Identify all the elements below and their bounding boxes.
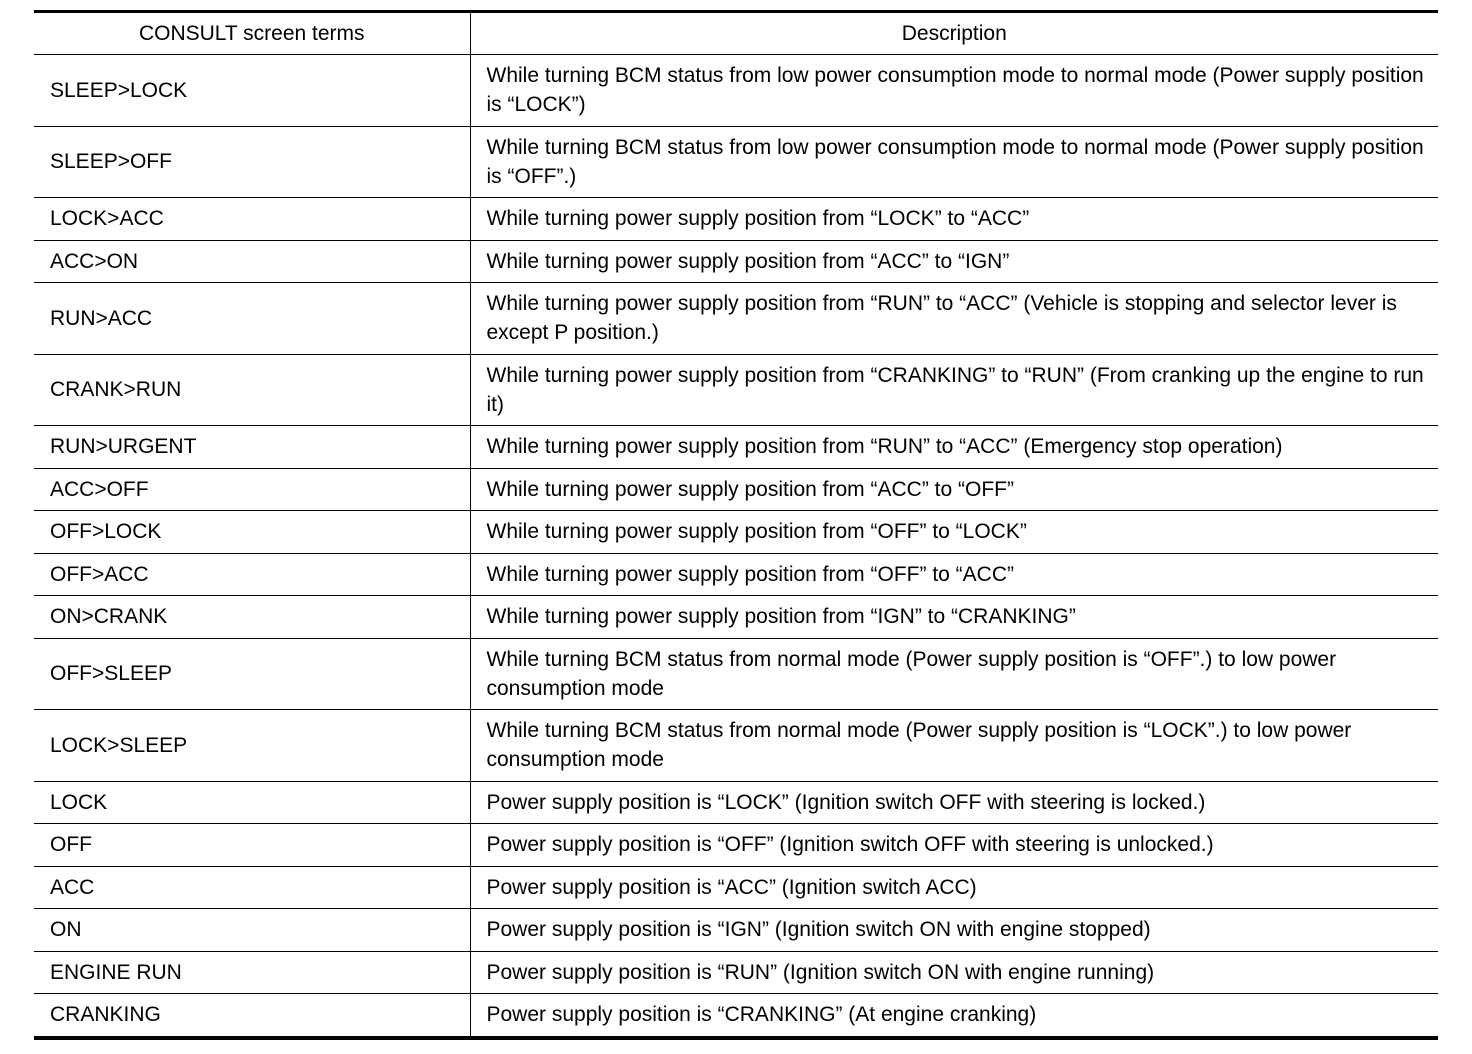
- description-cell: While turning power supply position from “LOCK” to “ACC”: [470, 198, 1438, 241]
- term-cell: OFF>ACC: [34, 553, 470, 596]
- description-cell: While turning power supply position from “RUN” to “ACC” (Emergency stop operation): [470, 426, 1438, 469]
- description-cell: Power supply position is “ACC” (Ignition switch ACC): [470, 866, 1438, 909]
- consult-terms-table: [34, 10, 1438, 1040]
- term-cell: RUN>URGENT: [34, 426, 470, 469]
- term-cell: OFF>LOCK: [34, 511, 470, 554]
- term-cell: ACC: [34, 866, 470, 909]
- table-row: [34, 240, 1438, 283]
- table-row: [34, 55, 1438, 127]
- description-cell: While turning power supply position from “ACC” to “IGN”: [470, 240, 1438, 283]
- table-row: [34, 283, 1438, 355]
- term-cell: LOCK>SLEEP: [34, 710, 470, 782]
- table-row: [34, 781, 1438, 824]
- description-cell: While turning BCM status from low power consumption mode to normal mode (Power supply position is “OFF”.): [470, 126, 1438, 198]
- header-consult-screen-terms: CONSULT screen terms: [34, 12, 470, 55]
- table-row: [34, 710, 1438, 782]
- description-cell: Power supply position is “LOCK” (Ignition switch OFF with steering is locked.): [470, 781, 1438, 824]
- description-cell: While turning BCM status from normal mode (Power supply position is “OFF”.) to low power consumption mode: [470, 638, 1438, 710]
- description-cell: Power supply position is “OFF” (Ignition switch OFF with steering is unlocked.): [470, 824, 1438, 867]
- description-cell: While turning BCM status from normal mode (Power supply position is “LOCK”.) to low power consumption mode: [470, 710, 1438, 782]
- term-cell: LOCK: [34, 781, 470, 824]
- table-row: [34, 126, 1438, 198]
- description-cell: While turning power supply position from “IGN” to “CRANKING”: [470, 596, 1438, 639]
- term-cell: ENGINE RUN: [34, 951, 470, 994]
- term-cell: RUN>ACC: [34, 283, 470, 355]
- description-cell: While turning power supply position from “OFF” to “ACC”: [470, 553, 1438, 596]
- table-row: [34, 426, 1438, 469]
- header-description: Description: [470, 12, 1438, 55]
- table-row: [34, 951, 1438, 994]
- description-cell: Power supply position is “CRANKING” (At engine cranking): [470, 994, 1438, 1038]
- description-cell: Power supply position is “RUN” (Ignition switch ON with engine running): [470, 951, 1438, 994]
- table-row: [34, 511, 1438, 554]
- term-cell: CRANK>RUN: [34, 354, 470, 426]
- table-row: [34, 468, 1438, 511]
- description-cell: While turning power supply position from “ACC” to “OFF”: [470, 468, 1438, 511]
- description-cell: Power supply position is “IGN” (Ignition switch ON with engine stopped): [470, 909, 1438, 952]
- table-row: [34, 866, 1438, 909]
- term-cell: OFF: [34, 824, 470, 867]
- description-cell: While turning power supply position from “OFF” to “LOCK”: [470, 511, 1438, 554]
- term-cell: ACC>OFF: [34, 468, 470, 511]
- term-cell: OFF>SLEEP: [34, 638, 470, 710]
- term-cell: ACC>ON: [34, 240, 470, 283]
- description-cell: While turning power supply position from “CRANKING” to “RUN” (From cranking up the engine to run it): [470, 354, 1438, 426]
- table-header-row: [34, 12, 1438, 55]
- table-row: [34, 553, 1438, 596]
- term-cell: SLEEP>OFF: [34, 126, 470, 198]
- term-cell: ON: [34, 909, 470, 952]
- table-row: [34, 596, 1438, 639]
- description-cell: While turning power supply position from “RUN” to “ACC” (Vehicle is stopping and selector lever is except P position.): [470, 283, 1438, 355]
- table-row: [34, 824, 1438, 867]
- term-cell: SLEEP>LOCK: [34, 55, 470, 127]
- term-cell: ON>CRANK: [34, 596, 470, 639]
- term-cell: CRANKING: [34, 994, 470, 1038]
- term-cell: LOCK>ACC: [34, 198, 470, 241]
- table-row: [34, 198, 1438, 241]
- table-row: [34, 909, 1438, 952]
- table-row: [34, 994, 1438, 1038]
- table-row: [34, 354, 1438, 426]
- table-row: [34, 638, 1438, 710]
- description-cell: While turning BCM status from low power consumption mode to normal mode (Power supply position is “LOCK”): [470, 55, 1438, 127]
